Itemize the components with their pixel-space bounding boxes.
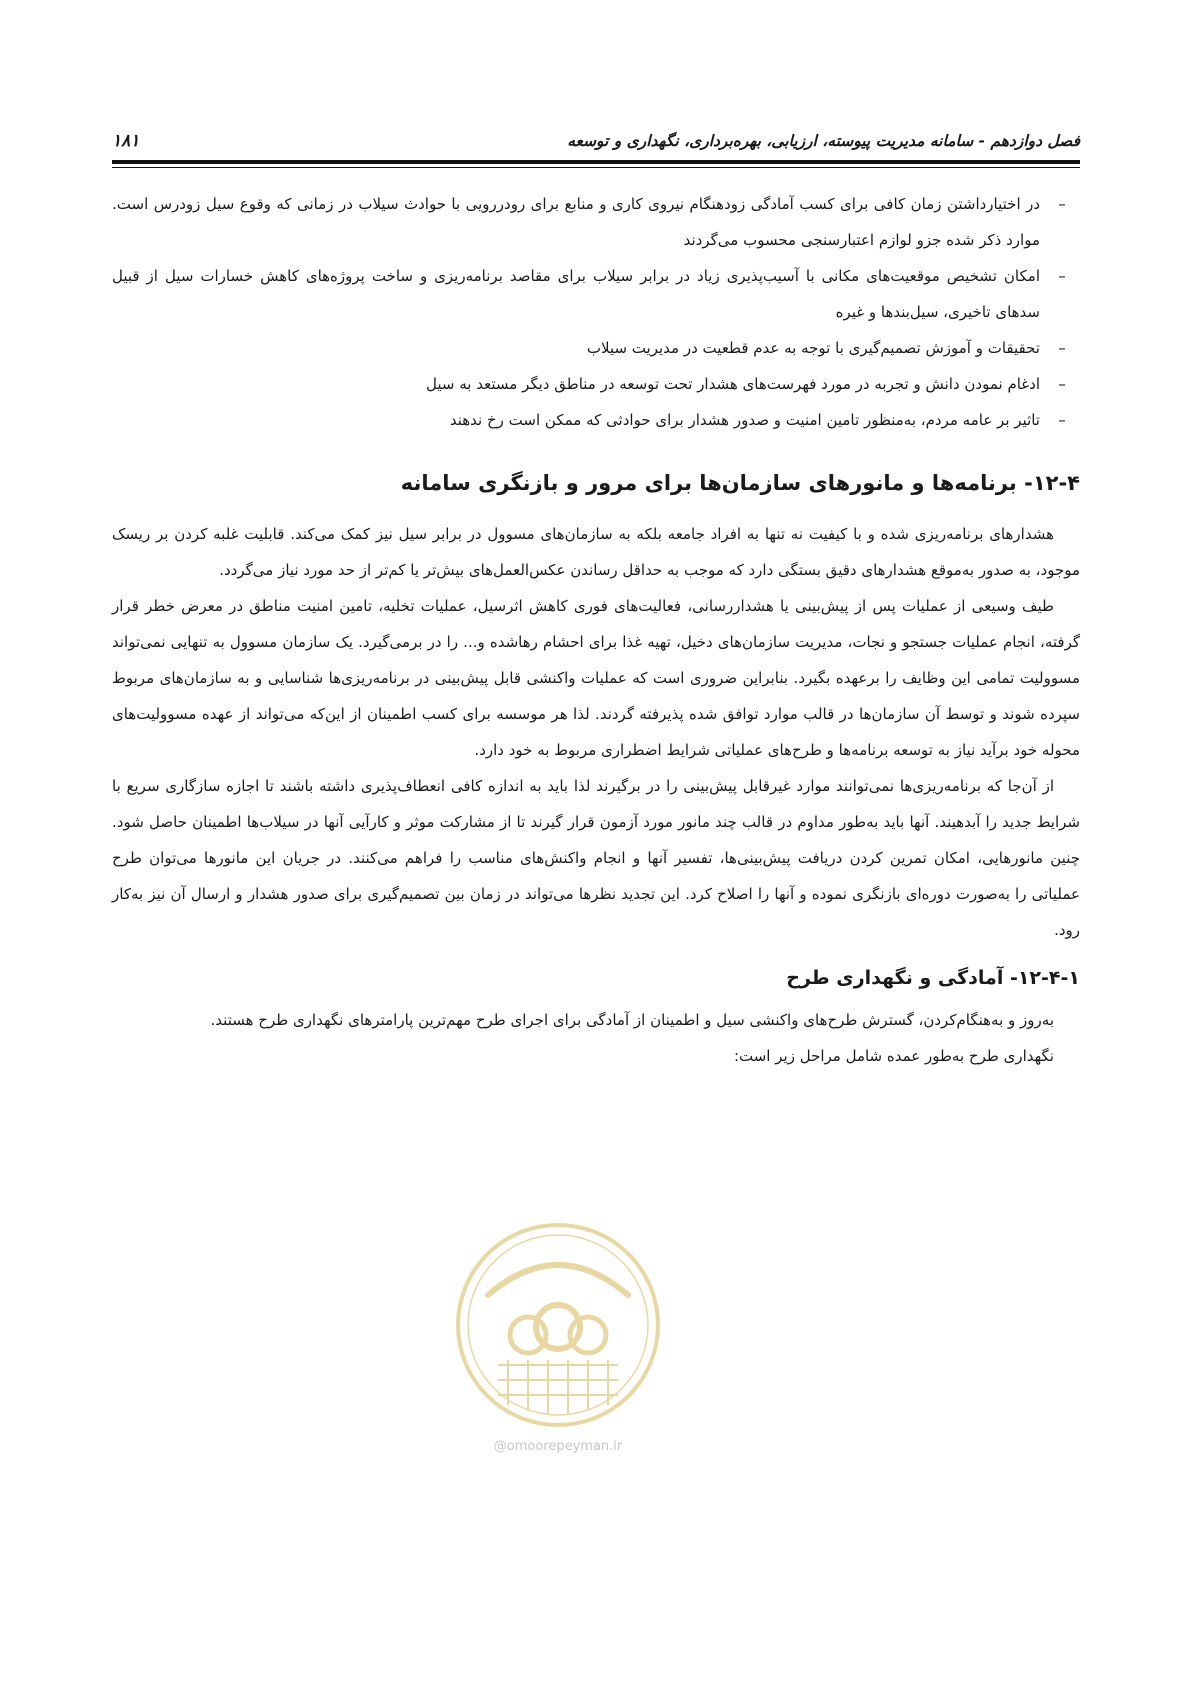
section-paragraph: طیف وسیعی از عملیات پس از پیش‌بینی یا هشداررسانی، فعالیت‌های فوری کاهش اثرسیل، عملیات تخلیه، تامین امنیت مناطق در معرض خطر قرار گرفته، انجام عملیات جستجو و نجات، مدیریت سازمان‌های دخیل، تهیه غذا برای احشام رهاشده و... را در برمی‌گیرد. یک سازمان مسوول به تنهایی نمی‌تواند مسوولیت تمامی این وظایف را برعهده بگیرد. بنابراین ضروری است که عملیات واکنشی قابل پیش‌بینی در برنامه‌ریزی‌ها شناسایی و به سازمان‌های مربوط سپرده شوند و توسط آن سازمان‌ها در قالب موارد توافق شده پذیرفته گردند. لذا هر موسسه برای کسب اطمینان از این‌که می‌تواند از عهده مسوولیت‌های محوله خود برآید نیاز به توسعه برنامه‌ها و طرح‌های عملیاتی شرایط اضطراری مربوط به خود دارد. [112,597,1080,759]
subsection-paragraph: نگهداری طرح به‌طور عمده شامل مراحل زیر است: [733,1047,1054,1065]
list-item-text: تحقیقات و آموزش تصمیم‌گیری با توجه به عدم قطعیت در مدیریت سیلاب [586,339,1040,357]
list-item [112,366,1080,402]
watermark-emblem [448,1215,668,1435]
header-rule-thin [112,167,1080,168]
list-item [112,186,1080,258]
header-rule-thick [112,160,1080,164]
watermark-url: @omoorepeyman.ir [493,1439,623,1454]
subsection-heading: ۱۲-۴-۱- آمادگی و نگهداری طرح [786,967,1080,989]
dash-marker: – [1058,267,1066,285]
dash-marker: – [1058,411,1066,429]
list-item-text: در اختیارداشتن زمان کافی برای کسب آمادگی زودهنگام نیروی کاری و منابع برای رودررویی با حوادث سیلاب در زمانی که وقوع سیل زودرس است. موارد ذکر شده جزو لوازم اعتبارسنجی محسوب می‌گردند [112,195,1040,249]
dash-marker: – [1058,375,1066,393]
dash-marker: – [1058,195,1066,213]
subsection-paragraph: به‌روز و به‌هنگام‌کردن، گسترش طرح‌های واکنشی سیل و اطمینان از آمادگی برای اجرای طرح مهم‌ترین پارامترهای نگهداری طرح هستند. [210,1011,1054,1029]
section-paragraph: هشدارهای برنامه‌ریزی شده و با کیفیت نه تنها به افراد جامعه بلکه به سازمان‌های مسوول در برابر سیل نیز کمک می‌کند. قابلیت غلبه کردن بر ریسک موجود، به صدور به‌موقع هشدارهای دقیق بستگی دارد که موجب به حداقل رساندن عکس‌العمل‌های بیش‌تر یا کم‌تر از حد مورد نیاز می‌گردد. [112,525,1080,579]
list-item-text: ادغام نمودن دانش و تجربه در مورد فهرست‌های هشدار تحت توسعه در مناطق دیگر مستعد به سیل [426,375,1040,393]
bullet-list [112,186,1080,438]
list-item [112,330,1080,366]
watermark-logo [448,1215,668,1465]
list-item-text: تاثیر بر عامه مردم، به‌منظور تامین امنیت و صدور هشدار برای حوادثی که ممکن است رخ ندهند [449,411,1040,429]
list-item [112,402,1080,438]
list-item [112,258,1080,330]
page-content [112,186,1080,1074]
page-number: ۱۸۱ [112,131,140,151]
section-paragraph: از آن‌جا که برنامه‌ریزی‌ها نمی‌توانند موارد غیرقابل پیش‌بینی را در برگیرند لذا باید به اندازه کافی انعطاف‌پذیری داشته باشند تا اجازه سازگاری سریع با شرایط جدید را آبدهیند. آنها باید به‌طور مداوم در قالب چند مانور مورد آزمون قرار گیرند تا از مشارکت موثر و کارآیی آنها در سیلاب‌ها اطمینان حاصل شود. چنین مانورهایی، امکان تمرین کردن دریافت پیش‌بینی‌ها، تفسیر آنها و انجام واکنش‌های مناسب را فراهم می‌کنند. در جریان این مانورها می‌توان طرح عملیاتی را به‌صورت دوره‌ای بازنگری نموده و آنها را اصلاح کرد. این تجدید نظرها می‌تواند در زمان بین تصمیم‌گیری برای صدور هشدار و ارسال آن نیز به‌کار رود. [112,777,1080,939]
dash-marker: – [1058,339,1066,357]
page-header [112,130,1080,162]
chapter-title: فصل دوازدهم - سامانه مدیریت پیوسته، ارزیابی، بهره‌برداری، نگهداری و توسعه [567,132,1080,150]
list-item-text: امکان تشخیص موقعیت‌های مکانی با آسیب‌پذیری زیاد در برابر سیلاب برای مقاصد برنامه‌ریزی و ساخت پروژه‌های کاهش خسارات سیل از قبیل سدهای تاخیری، سیل‌بندها و غیره [112,267,1040,321]
section-heading: ۱۲-۴- برنامه‌ها و مانورهای سازمان‌ها برای مرور و بازنگری سامانه [400,471,1080,495]
